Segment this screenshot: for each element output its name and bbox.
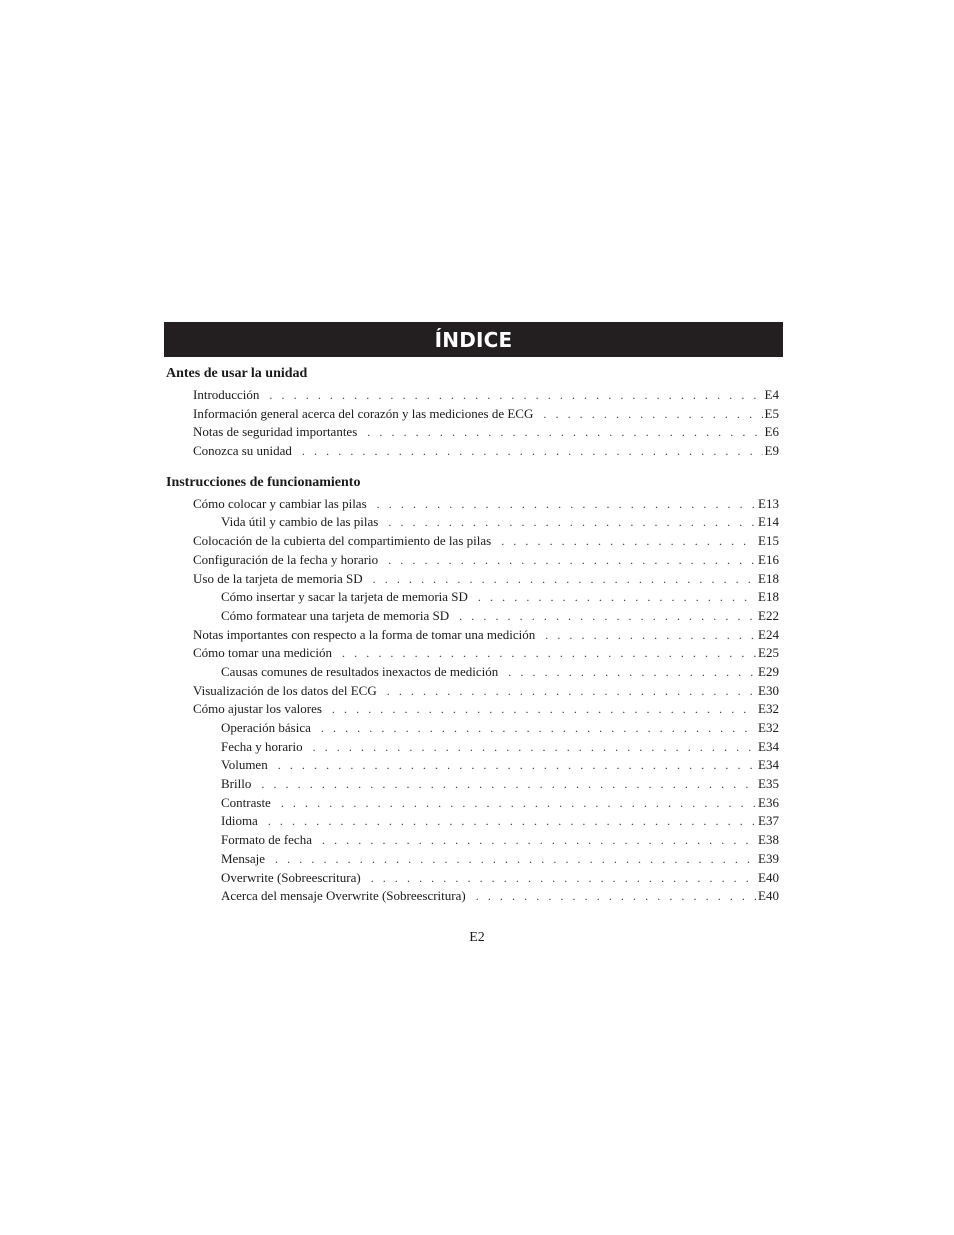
toc-entry [164, 700, 783, 719]
toc-entry-page: E32 [758, 720, 779, 735]
toc-entry [164, 887, 783, 906]
toc-entry [164, 663, 783, 682]
toc-entry-label: Conozca su unidad [193, 443, 292, 459]
dot-leader [384, 513, 756, 532]
toc-entry [164, 794, 783, 813]
toc-entry [164, 423, 783, 442]
dot-leader [264, 812, 756, 831]
toc-entry-label: Cómo formatear una tarjeta de memoria SD [221, 607, 450, 623]
toc-entry-label: Notas importantes con respecto a la forma de tomar una medición [193, 626, 536, 642]
toc-entry [164, 719, 783, 738]
dot-leader [257, 775, 756, 794]
toc-entry-label: Introducción [193, 387, 260, 402]
toc-entry-page: E15 [758, 533, 779, 549]
dot-leader [383, 682, 756, 701]
dot-leader [363, 423, 762, 442]
dot-leader [277, 794, 756, 813]
toc-entry [164, 626, 783, 645]
toc-entry-page: E6 [764, 424, 779, 440]
dot-leader [369, 570, 756, 589]
toc-entry-page: E29 [758, 663, 779, 679]
toc-entry-page: E16 [758, 551, 779, 567]
toc-entry-label: Overwrite (Sobreescritura) [221, 869, 361, 885]
toc-entry [164, 850, 783, 869]
toc-entry-label: Cómo tomar una medición [193, 645, 333, 661]
toc-entry-page: E38 [758, 832, 779, 848]
dot-leader [318, 831, 756, 850]
section-heading: Antes de usar la unidad [166, 366, 308, 381]
index-title: ÍNDICE [434, 327, 513, 352]
toc-entry-label: Operación básica [221, 720, 311, 735]
dot-leader [541, 626, 756, 645]
toc-entry-page: E24 [758, 626, 779, 642]
toc-entry-label: Formato de fecha [221, 832, 312, 848]
toc-entry-page: E22 [758, 607, 779, 623]
toc-entry-label: Brillo [221, 776, 252, 792]
toc-entry-label: Idioma [221, 813, 258, 829]
toc-entry [164, 869, 783, 888]
toc-entry [164, 551, 783, 570]
toc-entry-page: E40 [758, 888, 779, 904]
section-heading: Instrucciones de funcionamiento [166, 474, 361, 490]
dot-leader [271, 850, 756, 869]
dot-leader [373, 495, 756, 514]
toc-entry-label: Colocación de la cubierta del compartimiento de las pilas [193, 533, 492, 549]
toc-entry-page: E34 [758, 757, 779, 773]
toc-entry-label: Notas de seguridad importantes [193, 424, 358, 440]
index-title-bar [164, 322, 783, 357]
toc-entry [164, 682, 783, 701]
toc-entry-page: E35 [758, 776, 779, 792]
dot-leader [338, 644, 756, 663]
toc-entry-label: Cómo colocar y cambiar las pilas [193, 495, 367, 511]
toc-entry-label: Cómo insertar y sacar la tarjeta de memoria SD [221, 589, 468, 605]
toc-entry-page: E39 [758, 850, 779, 866]
dot-leader [472, 887, 756, 906]
toc-entry [164, 738, 783, 757]
toc-entry-page: E9 [764, 443, 779, 459]
dot-leader [455, 607, 756, 626]
toc-entry [164, 405, 783, 424]
toc-entry-label: Configuración de la fecha y horario [193, 551, 379, 567]
dot-leader [309, 738, 756, 757]
toc-entry [164, 812, 783, 831]
toc-entry [164, 831, 783, 850]
dot-leader [384, 551, 756, 570]
toc-entry [164, 570, 783, 589]
toc-entry [164, 442, 783, 461]
toc-entry-label: Información general acerca del corazón y las mediciones de ECG [193, 405, 534, 421]
toc-entry-page: E13 [758, 495, 779, 511]
dot-leader [274, 756, 756, 775]
dot-leader [317, 719, 756, 738]
toc-entry-page: E14 [758, 514, 779, 530]
toc-entry-label: Visualización de los datos del ECG [193, 682, 377, 698]
toc-entry-page: E34 [758, 738, 779, 754]
toc-entry-label: Mensaje [221, 850, 266, 866]
dot-leader [367, 869, 756, 888]
toc-entry-label: Contraste [221, 794, 271, 810]
toc-entry [164, 756, 783, 775]
toc-entry-page: E30 [758, 682, 779, 698]
dot-leader [497, 532, 756, 551]
toc-entry-label: Cómo ajustar los valores [193, 701, 322, 717]
toc-entry-page: E5 [764, 405, 779, 421]
toc-entry-page: E18 [758, 570, 779, 586]
dot-leader [474, 588, 756, 607]
page-number: E2 [469, 930, 485, 945]
toc-entry [164, 607, 783, 626]
toc-entry-page: E18 [758, 589, 779, 605]
toc-entry-page: E36 [758, 794, 779, 810]
toc-entry-label: Causas comunes de resultados inexactos de medición [221, 663, 499, 679]
toc-entry [164, 386, 783, 405]
toc-entry-label: Acerca del mensaje Overwrite (Sobreescritura) [221, 888, 466, 904]
toc-entry-page: E37 [758, 813, 779, 829]
toc-entry [164, 495, 783, 514]
toc-entry-page: E25 [758, 645, 779, 661]
toc-entry [164, 644, 783, 663]
toc-entry-label: Uso de la tarjeta de memoria SD [193, 570, 363, 586]
dot-leader [328, 700, 756, 719]
toc-entry [164, 588, 783, 607]
dot-leader [265, 386, 762, 405]
table-of-contents [164, 364, 783, 906]
dot-leader [298, 442, 763, 461]
toc-entry-label: Fecha y horario [221, 738, 303, 754]
dot-leader [539, 405, 762, 424]
toc-entry [164, 532, 783, 551]
toc-entry-label: Vida útil y cambio de las pilas [221, 514, 379, 530]
toc-entry [164, 775, 783, 794]
toc-entry-label: Volumen [221, 757, 268, 773]
toc-entry-page: E4 [764, 387, 779, 402]
toc-entry-page: E40 [758, 869, 779, 885]
toc-entry [164, 513, 783, 532]
dot-leader [504, 663, 756, 682]
toc-entry-page: E32 [758, 701, 779, 717]
